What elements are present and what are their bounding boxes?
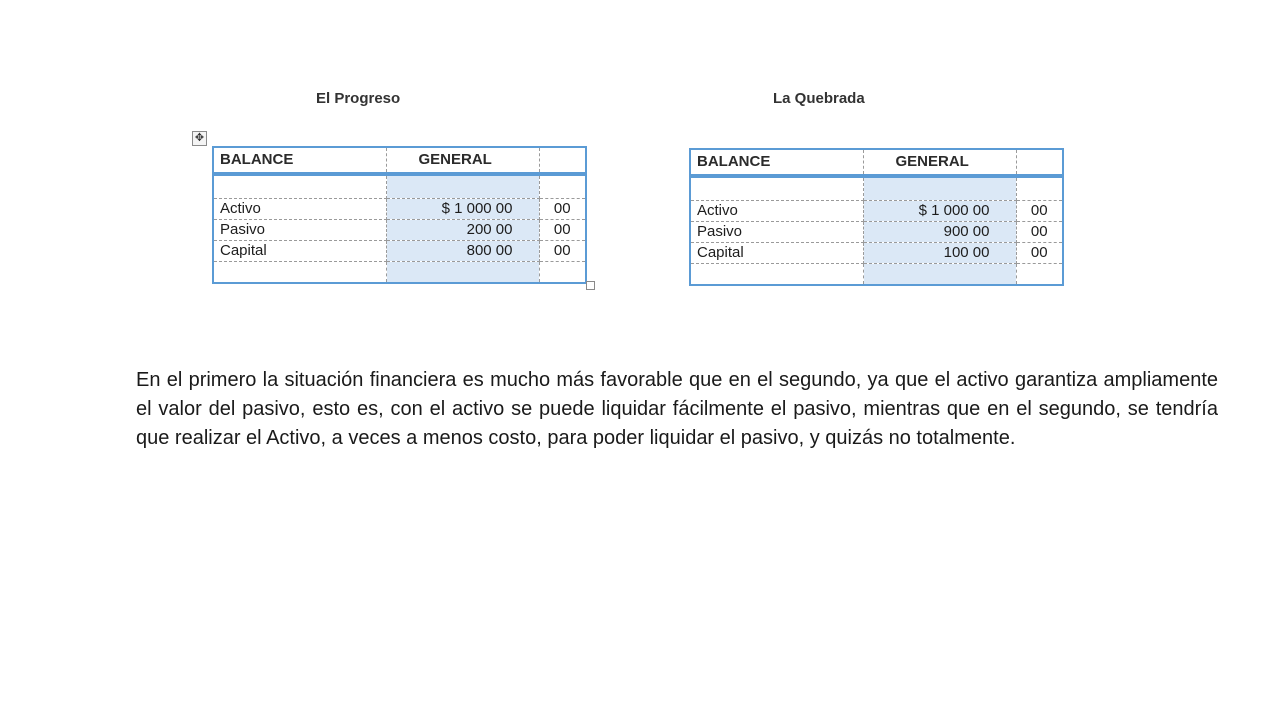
table-cell[interactable] (213, 262, 386, 284)
table-row (690, 264, 1063, 286)
table-title-la-quebrada: La Quebrada (773, 90, 865, 107)
header-cell[interactable] (539, 147, 586, 174)
table-cell[interactable] (863, 264, 1016, 286)
table-cell[interactable]: $ 1 000 00 (386, 199, 539, 220)
table-row (213, 241, 586, 262)
table-cell[interactable]: 00 (1016, 243, 1063, 264)
explanation-paragraph: En el primero la situación financiera es mucho más favorable que en el segundo, ya que el activo garantiza ampliamente el valor del pasivo, esto es, con el activo se puede liquidar fácilmente el pasivo, mientras que en el segundo, se tendría que realizar el Activo, a veces a menos costo, para poder liquidar el pasivo, y quizás no totalmente. (136, 369, 1218, 449)
table-cell[interactable]: $ 1 000 00 (863, 201, 1016, 222)
table-cell[interactable]: 00 (539, 241, 586, 262)
table-cell[interactable]: Capital (690, 243, 863, 264)
table-row (213, 174, 586, 199)
balance-table-la-quebrada (689, 148, 1064, 286)
move-arrows-icon[interactable]: ✥ (192, 131, 207, 146)
table-cell[interactable]: Pasivo (690, 222, 863, 243)
table-cell[interactable]: 200 00 (386, 220, 539, 241)
table-cell[interactable] (1016, 176, 1063, 201)
table-cell[interactable] (386, 262, 539, 284)
header-cell[interactable] (1016, 149, 1063, 176)
table-cell[interactable] (539, 262, 586, 284)
table-header-row (213, 147, 586, 174)
table-cell[interactable]: 900 00 (863, 222, 1016, 243)
table-cell[interactable] (690, 264, 863, 286)
table-row (690, 222, 1063, 243)
table-cell[interactable]: 00 (539, 220, 586, 241)
resize-square-icon[interactable] (586, 281, 595, 290)
header-cell[interactable]: BALANCE (690, 149, 863, 176)
table-row (213, 220, 586, 241)
table-row (213, 262, 586, 284)
table-cell[interactable]: Pasivo (213, 220, 386, 241)
table-cell[interactable]: 00 (539, 199, 586, 220)
table-row (690, 176, 1063, 201)
table-cell[interactable] (213, 174, 386, 199)
table-row (213, 199, 586, 220)
table-cell[interactable]: 100 00 (863, 243, 1016, 264)
header-cell[interactable]: BALANCE (213, 147, 386, 174)
table-cell[interactable] (386, 174, 539, 199)
table-cell[interactable]: 00 (1016, 201, 1063, 222)
table-cell[interactable]: Activo (690, 201, 863, 222)
balance-table-el-progreso (212, 146, 587, 284)
table-row (690, 243, 1063, 264)
table-cell[interactable]: Capital (213, 241, 386, 262)
table-header-row (690, 149, 1063, 176)
header-cell[interactable]: GENERAL (386, 147, 539, 174)
table-cell[interactable] (863, 176, 1016, 201)
table-title-el-progreso: El Progreso (316, 90, 401, 107)
table-cell[interactable] (1016, 264, 1063, 286)
table-cell[interactable]: 00 (1016, 222, 1063, 243)
table-cell[interactable]: 800 00 (386, 241, 539, 262)
header-cell[interactable]: GENERAL (863, 149, 1016, 176)
table-cell[interactable]: Activo (213, 199, 386, 220)
table-cell[interactable] (690, 176, 863, 201)
table-row (690, 201, 1063, 222)
table-cell[interactable] (539, 174, 586, 199)
